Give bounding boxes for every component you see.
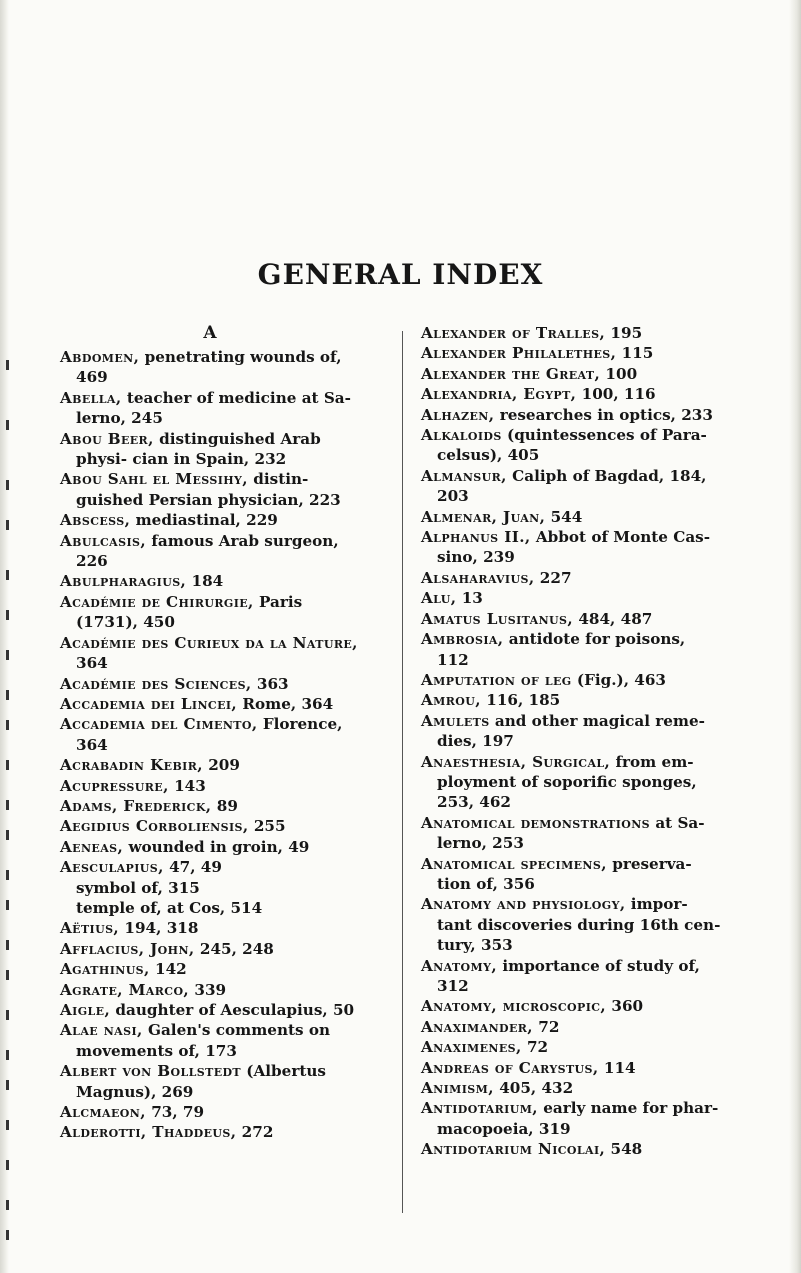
index-entry-heading: Académie de Chirurgie, <box>60 592 254 611</box>
index-entry-text: 255 <box>248 817 286 836</box>
index-entry <box>421 527 721 568</box>
index-entry-heading: Almansur, <box>421 466 507 485</box>
index-entries-left <box>60 347 360 1143</box>
index-entry-text: teacher of medicine at Sa- lerno, 245 <box>76 388 351 428</box>
index-entry-text: 184 <box>186 572 224 591</box>
index-entry <box>60 1061 360 1102</box>
index-entry-text: 142 <box>149 960 187 979</box>
binding-mark <box>6 870 9 880</box>
index-entry-text: 245, 248 <box>194 939 274 958</box>
index-entry <box>421 690 721 710</box>
index-entry <box>421 1037 721 1057</box>
index-entry <box>60 469 360 510</box>
index-entry-text: daughter of Aesculapius, 50 <box>110 1001 355 1019</box>
index-entry-heading: Afflacius, John, <box>60 939 195 958</box>
index-entry <box>60 796 360 816</box>
binding-mark <box>6 720 9 730</box>
index-entry-text: Galen's comments on movements of, 173 <box>76 1021 331 1060</box>
index-entry-heading: Alexander of Tralles, <box>421 324 606 342</box>
index-entry <box>60 918 360 938</box>
index-entry <box>421 1017 721 1037</box>
index-entry-heading: Anatomical demonstrations <box>421 813 651 832</box>
index-entry-heading: Académie des Curieux da la Nature, <box>60 633 358 652</box>
index-entry <box>60 388 360 429</box>
index-entry-text: (Albertus Magnus), 269 <box>76 1062 326 1101</box>
index-entry-text: 89 <box>211 796 238 815</box>
binding-mark <box>6 480 9 490</box>
index-entry-heading: Agathinus, <box>60 960 150 979</box>
index-entry-heading: Abdomen, <box>60 348 140 366</box>
binding-mark <box>6 570 9 580</box>
index-entry-heading: Abscess, <box>60 511 131 530</box>
index-entry <box>60 837 360 857</box>
index-entry-text: 143 <box>168 776 206 795</box>
index-entries-right <box>421 323 721 1160</box>
binding-mark <box>6 940 9 950</box>
index-entry-heading: Albert von Bollstedt <box>60 1062 242 1081</box>
index-entry-heading: Amputation of leg <box>421 670 572 689</box>
index-entry-text: preserva- tion of, 356 <box>437 854 692 893</box>
index-entry-heading: Adams, Frederick, <box>60 796 212 815</box>
index-entry <box>60 776 360 796</box>
binding-mark <box>6 520 9 530</box>
index-entry-heading: Aëtius, <box>60 919 120 938</box>
index-entry <box>60 857 360 877</box>
index-entry-text: 72 <box>532 1017 560 1036</box>
index-entry-text: 484, 487 <box>573 609 653 628</box>
index-entry-heading: Académie des Sciences, <box>60 674 252 693</box>
binding-mark <box>6 1230 9 1240</box>
binding-mark <box>6 690 9 700</box>
index-entry <box>421 405 721 425</box>
index-entry-text: Abbot of Monte Cas- sino, 239 <box>437 528 711 567</box>
index-entry-text: 272 <box>236 1123 274 1142</box>
index-entry <box>60 959 360 979</box>
index-entry-text: Rome, 364 <box>237 694 334 713</box>
index-entry-text: 194, 318 <box>119 919 199 938</box>
index-entry-text: 114 <box>598 1058 636 1077</box>
index-entry-heading: Antidotarium Nicolai, <box>421 1140 606 1159</box>
index-entry-heading: Anaesthesia, Surgical, <box>421 752 611 771</box>
index-entry-heading: Acupressure, <box>60 776 169 795</box>
index-entry <box>421 752 721 813</box>
index-entry-heading: Aeneas, <box>60 837 124 856</box>
index-entry-heading: Anatomy and physiology, <box>421 895 626 914</box>
index-entry-text: 116, 185 <box>480 691 561 710</box>
index-entry-text: distinguished Arab physi- cian in Spain, 232 <box>76 429 321 469</box>
index-entry-text: at Sa- lerno, 253 <box>437 813 705 853</box>
index-entry-heading: Animism, <box>421 1079 494 1098</box>
index-entry-text: 115 <box>616 344 654 363</box>
index-entry-text: researches in optics, 233 <box>494 405 713 424</box>
index-entry-text: 73, 79 <box>145 1103 205 1122</box>
section-letter: A <box>203 323 217 343</box>
index-entry <box>421 466 721 507</box>
index-entry-heading: Aigle, <box>60 1001 111 1019</box>
index-entry-heading: Antidotarium, <box>421 1099 538 1118</box>
index-entry-text: Florence, 364 <box>76 715 343 754</box>
index-entry-heading: Almenar, Juan, <box>421 507 546 526</box>
index-entry-heading: Abella, <box>60 388 122 407</box>
index-entry-text: wounded in groin, 49 <box>123 837 310 856</box>
index-entry-heading: Anatomy, <box>421 956 498 975</box>
index-entry-heading: Anaximenes, <box>421 1038 522 1057</box>
index-entry-text: penetrating wounds of, 469 <box>76 348 342 387</box>
index-entry <box>60 571 360 591</box>
index-entry <box>60 1020 360 1061</box>
index-entry-text: 360 <box>606 997 644 1016</box>
index-entry-heading: Alkaloids <box>421 426 502 445</box>
index-entry-text: early name for phar- macopoeia, 319 <box>437 1099 719 1138</box>
index-entry-heading: Aesculapius, <box>60 858 164 877</box>
index-entry-text: 100 <box>600 364 638 383</box>
binding-mark <box>6 1200 9 1210</box>
index-entry-text: 548 <box>605 1140 643 1159</box>
index-entry-text: famous Arab surgeon, 226 <box>76 531 339 571</box>
index-entry <box>421 813 721 854</box>
index-entry <box>421 1139 721 1159</box>
index-entry <box>421 1078 721 1098</box>
index-entry-heading: Anaximander, <box>421 1017 533 1036</box>
index-entry-text: 227 <box>534 568 572 587</box>
index-entry-heading: Ambrosia, <box>421 630 504 649</box>
index-entry <box>60 1122 360 1142</box>
index-entry-text: Caliph of Bagdad, 184, 203 <box>437 466 707 506</box>
index-entry-heading: Alexander Philalethes, <box>421 344 617 363</box>
index-entry-text: impor- tant discoveries during 16th cen- tury, 353 <box>437 895 721 955</box>
binding-mark <box>6 1080 9 1090</box>
index-subentry: symbol of, 315 <box>76 878 200 897</box>
index-entry-text: 544 <box>545 507 583 526</box>
index-entry <box>60 1102 360 1122</box>
page-title: GENERAL INDEX <box>257 258 544 291</box>
index-entry <box>421 996 721 1016</box>
index-entry-heading: Anatomical specimens, <box>421 854 607 873</box>
index-entry-heading: Abulpharagius, <box>60 572 187 591</box>
index-entry-text: 363 <box>251 674 289 693</box>
index-entry-text: 339 <box>189 980 227 999</box>
index-entry <box>60 694 360 714</box>
index-entry <box>60 674 360 694</box>
binding-mark <box>6 420 9 430</box>
index-entry <box>421 568 721 588</box>
index-entry <box>421 588 721 608</box>
binding-mark <box>6 360 9 370</box>
index-entry <box>421 670 721 690</box>
index-entry-text: importance of study of, 312 <box>437 956 700 995</box>
index-entry-text: 100, 116 <box>576 385 656 404</box>
index-entry-heading: Anatomy, microscopic, <box>421 997 607 1016</box>
index-entry-text: 195 <box>605 324 643 342</box>
index-entry-heading: Alsaharavius, <box>421 568 535 587</box>
binding-mark <box>6 800 9 810</box>
index-entry-text: 405, 432 <box>493 1079 574 1098</box>
index-entry-heading: Alae nasi, <box>60 1021 143 1040</box>
index-entry <box>60 510 360 530</box>
index-column-right <box>421 323 721 1160</box>
binding-mark <box>6 610 9 620</box>
index-entry-heading: Accademia dei Lincei, <box>60 694 238 713</box>
index-subentry: temple of, at Cos, 514 <box>76 898 263 917</box>
index-entry <box>60 1000 360 1020</box>
index-entry <box>421 343 721 363</box>
index-entry <box>60 980 360 1000</box>
index-entry-heading: Andreas of Carystus, <box>421 1058 599 1077</box>
index-entry <box>421 854 721 895</box>
binding-mark <box>6 1010 9 1020</box>
index-entry <box>421 609 721 629</box>
index-entry <box>60 755 360 775</box>
index-entry <box>60 714 360 755</box>
index-entry-text: 13 <box>456 589 483 608</box>
index-entry <box>421 425 721 466</box>
index-entry <box>60 531 360 572</box>
index-entry-heading: Acrabadin Kebir, <box>60 756 203 775</box>
index-entry-text: distin- guished Persian physician, 223 <box>76 470 341 509</box>
index-entry <box>421 629 721 670</box>
index-entry <box>421 711 721 752</box>
index-entry-heading: Abou Sahl el Messihy, <box>60 470 248 489</box>
binding-mark <box>6 970 9 980</box>
index-entry <box>60 939 360 959</box>
index-entry-heading: Amrou, <box>421 691 481 710</box>
index-entry-text: (quintessences of Para- celsus), 405 <box>437 426 707 465</box>
index-entry-heading: Alphanus II., <box>421 528 531 547</box>
page-right-edge <box>789 0 801 1273</box>
index-entry-text: mediastinal, 229 <box>130 511 278 530</box>
index-entry-heading: Abou Beer, <box>60 429 154 448</box>
binding-mark <box>6 650 9 660</box>
index-entry-text: 72 <box>521 1038 549 1057</box>
binding-mark <box>6 1050 9 1060</box>
index-entry <box>60 816 360 836</box>
index-entry-text: 364 <box>76 654 108 673</box>
index-entry <box>421 364 721 384</box>
index-entry-heading: Alexander the Great, <box>421 364 601 383</box>
index-entry-heading: Abulcasis, <box>60 531 147 550</box>
index-entry <box>421 1098 721 1139</box>
column-divider <box>402 331 403 1213</box>
index-entry-heading: Alexandria, Egypt, <box>421 385 577 404</box>
index-entry <box>421 507 721 527</box>
index-entry <box>421 384 721 404</box>
binding-mark <box>6 900 9 910</box>
binding-mark <box>6 830 9 840</box>
index-entry <box>421 1058 721 1078</box>
index-entry-text: 209 <box>202 756 240 775</box>
index-entry-heading: Alderotti, Thaddeus, <box>60 1123 237 1142</box>
index-entry-text: antidote for poisons, 112 <box>437 630 686 669</box>
binding-mark <box>6 760 9 770</box>
index-entry-text: Paris (1731), 450 <box>76 592 303 632</box>
index-entry-text: (Fig.), 463 <box>571 670 666 689</box>
index-entry <box>421 323 721 343</box>
index-column-left <box>60 323 360 1143</box>
index-entry-text: 47, 49 <box>163 858 222 877</box>
index-entry <box>60 592 360 633</box>
index-entry-heading: Alcmaeon, <box>60 1103 146 1122</box>
index-entry <box>421 956 721 997</box>
index-entry-heading: Agrate, Marco, <box>60 980 190 999</box>
index-entry <box>60 347 360 388</box>
index-entry-heading: Aegidius Corboliensis, <box>60 817 249 836</box>
index-entry-heading: Alhazen, <box>421 405 495 424</box>
index-entry <box>60 633 360 674</box>
index-entry-heading: Alu, <box>421 589 457 608</box>
index-entry <box>60 429 360 470</box>
index-entry-heading: Accademia del Cimento, <box>60 715 258 734</box>
index-entry-heading: Amatus Lusitanus, <box>421 609 574 628</box>
index-entry-text: and other magical reme- dies, 197 <box>437 711 705 751</box>
index-entry-text: from em- ployment of soporific sponges, 253, 462 <box>437 752 697 812</box>
index-entry-heading: Amulets <box>421 711 490 730</box>
binding-mark <box>6 1120 9 1130</box>
binding-mark <box>6 1160 9 1170</box>
index-entry <box>421 894 721 955</box>
